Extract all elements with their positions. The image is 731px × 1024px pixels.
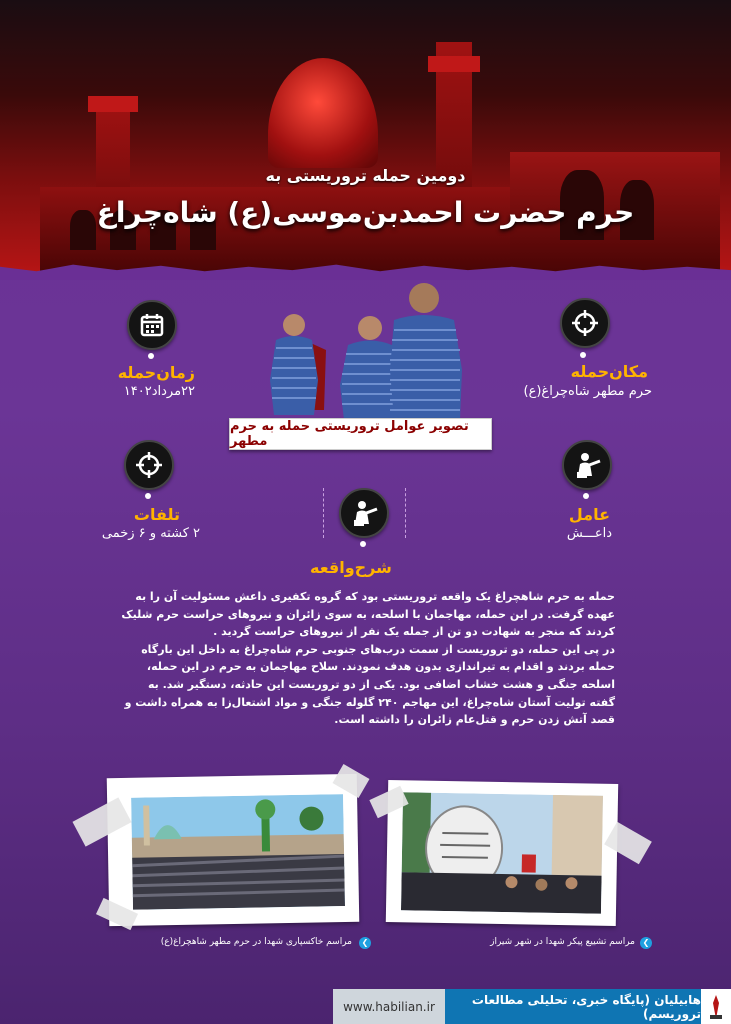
subtitle: دومین حمله تروریستی به [265,166,466,185]
gallery-photo-burial [107,774,360,926]
casualties-label: تلفات [133,505,180,524]
chevron-left-icon: ❮ [640,937,652,949]
crosshair-icon [560,298,610,348]
place-label: مکان‌حمله [570,362,648,381]
casualties-value: ۲ کشته و ۶ زخمی [101,526,200,541]
gallery-caption: مراسم خاکسپاری شهدا در حرم مطهر شاهچراغ(ع) [160,937,352,947]
habilian-logo-icon [701,989,731,1024]
organization-name: هابیلیان (پایگاه خبری، تحلیلی مطالعات تروریسم) [445,989,701,1024]
place-value: حرم مطهر شاه‌چراغ(ع) [523,384,652,399]
gunman-icon [339,488,389,538]
chevron-left-icon: ❮ [359,937,371,949]
footer [333,989,731,1024]
shrine-banner-image [0,0,731,272]
description-text [120,588,615,729]
agent-value: داعـــش [566,526,612,541]
gallery-caption: مراسم تشییع پیکر شهدا در شهر شیراز [490,937,635,947]
agent-label: عامل [568,505,610,524]
description-paragraph: حمله به حرم شاهچراغ یک واقعه تروریستی بود که گروه تکفیری داعش مسئولیت آن را به عهده گرفت. در این حمله، مهاجمان با اسلحه، به سوی زائران و نیروهای حراست حرم شلیک کردند که منجر به شهادت دو تن از جمله یک نفر از نیروهای حراست گردید . [121,590,615,639]
time-label: زمان‌حمله [117,363,195,382]
divider-left [323,488,324,538]
time-value: ۲۲مرداد۱۴۰۲ [123,384,195,399]
gallery-photo-funeral [386,780,618,926]
description-label: شرح‌واقعه [310,558,392,577]
photo-caption: تصویر عوامل تروریستی حمله به حرم مطهر [229,418,492,450]
gunman-icon [562,440,612,490]
calendar-icon [127,300,177,350]
page-title: حرم حضرت احمدبن‌موسی(ع) شاه‌چراغ [96,196,635,229]
description-paragraph: در پی این حمله، دو تروریست از سمت درب‌های جنوبی حرم شاه‌چراغ به داخل این بارگاه حمله بردند و اقدام به تیراندازی بدون هدف نمودند. سلاح مهاجمان به حرم در این حمله، اسلحه جنگی و هشت خشاب اضافی بود. یکی از دو تروریست این حادثه، دستگیر شد. به گفته تولیت آستان شاه‌چراغ، این مهاجم ۲۴۰ گلوله جنگی و مواد اشتعال‌زا به همراه داشت و قصد آتش زدن حرم و قتل‌عام زائران را داشته است. [124,642,615,727]
website-link[interactable]: www.habilian.ir [333,989,445,1024]
terrorists-photo [254,270,466,420]
divider-right [405,488,406,538]
crosshair-icon [124,440,174,490]
